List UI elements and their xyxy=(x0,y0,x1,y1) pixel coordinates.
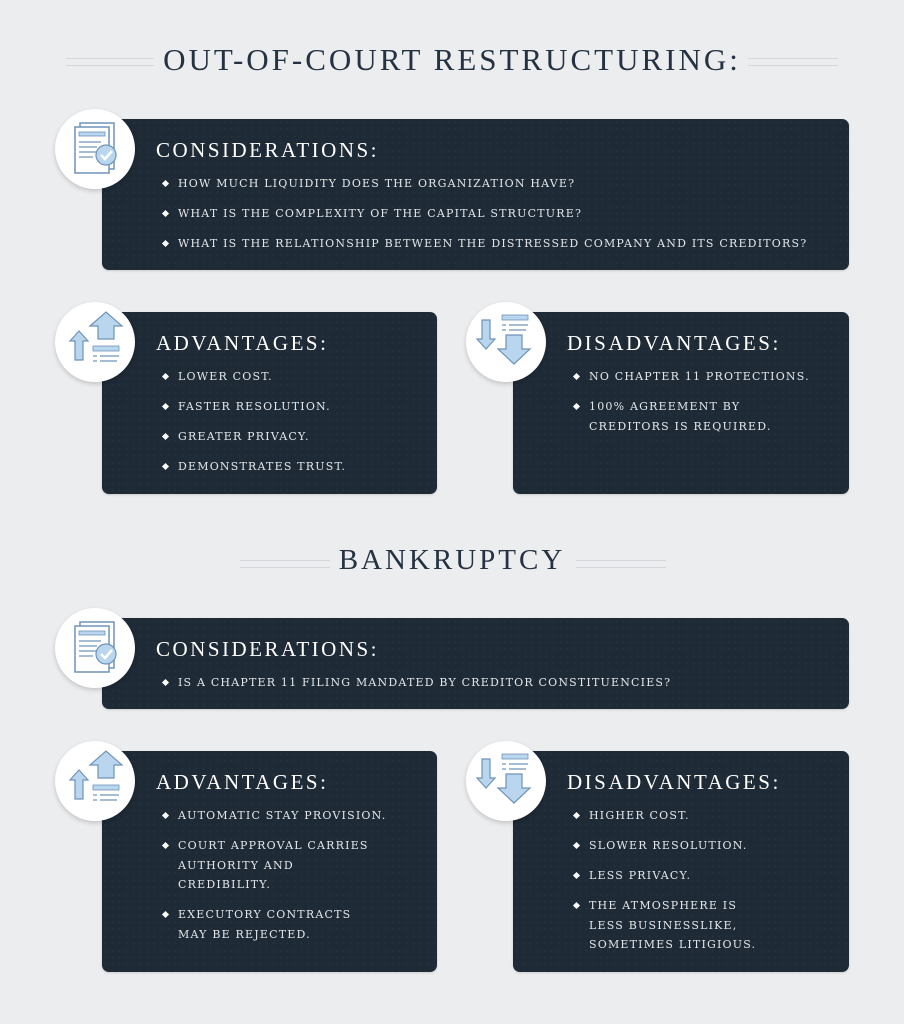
considerations-list xyxy=(161,673,831,693)
advantages-list xyxy=(161,367,426,477)
list-item: LOWER COST. xyxy=(161,367,426,387)
disadvantages-panel xyxy=(513,751,849,972)
list-item: WHAT IS THE RELATIONSHIP BETWEEN THE DISTRESSED COMPANY AND ITS CREDITORS? xyxy=(161,234,831,254)
list-item: DEMONSTRATES TRUST. xyxy=(161,457,426,477)
section-title: BANKRUPTCY xyxy=(338,544,566,576)
list-item: WHAT IS THE COMPLEXITY OF THE CAPITAL STRUCTURE? xyxy=(161,204,831,224)
section-title: OUT-OF-COURT RESTRUCTURING: xyxy=(163,42,741,77)
considerations-heading: CONSIDERATIONS: xyxy=(156,637,380,661)
list-item: EXECUTORY CONTRACTS MAY BE REJECTED. xyxy=(161,905,368,944)
heading-rule-right xyxy=(748,58,838,66)
list-item: LESS PRIVACY. xyxy=(572,866,762,886)
arrows-up-icon xyxy=(55,741,135,821)
list-item: AUTOMATIC STAY PROVISION. xyxy=(161,806,376,826)
list-item: FASTER RESOLUTION. xyxy=(161,397,426,417)
arrows-down-icon xyxy=(466,741,546,821)
considerations-list xyxy=(161,174,831,254)
disadvantages-list xyxy=(572,806,762,955)
disadvantages-panel xyxy=(513,312,849,494)
heading-rule-right xyxy=(576,560,666,568)
considerations-panel xyxy=(102,618,849,709)
considerations-panel xyxy=(102,119,849,270)
disadvantages-heading: DISADVANTAGES: xyxy=(567,331,781,355)
document-check-icon xyxy=(55,109,135,189)
list-item: 100% AGREEMENT BY CREDITORS IS REQUIRED. xyxy=(572,397,772,436)
considerations-heading: CONSIDERATIONS: xyxy=(156,138,380,162)
advantages-heading: ADVANTAGES: xyxy=(156,770,329,794)
list-item: HIGHER COST. xyxy=(572,806,762,826)
list-item: THE ATMOSPHERE IS LESS BUSINESSLIKE, SOMETIMES LITIGIOUS. xyxy=(572,896,759,955)
advantages-panel xyxy=(102,312,437,494)
arrows-up-icon xyxy=(55,302,135,382)
list-item: HOW MUCH LIQUIDITY DOES THE ORGANIZATION HAVE? xyxy=(161,174,831,194)
arrows-down-icon xyxy=(466,302,546,382)
section-heading-bankruptcy xyxy=(0,544,904,577)
disadvantages-list xyxy=(572,367,810,436)
list-item: COURT APPROVAL CARRIES AUTHORITY AND CREDIBILITY. xyxy=(161,836,376,895)
advantages-panel xyxy=(102,751,437,972)
list-item: NO CHAPTER 11 PROTECTIONS. xyxy=(572,367,772,387)
list-item: IS A CHAPTER 11 FILING MANDATED BY CREDITOR CONSTITUENCIES? xyxy=(161,673,831,693)
list-item: SLOWER RESOLUTION. xyxy=(572,836,762,856)
advantages-heading: ADVANTAGES: xyxy=(156,331,329,355)
disadvantages-heading: DISADVANTAGES: xyxy=(567,770,781,794)
list-item: GREATER PRIVACY. xyxy=(161,427,426,447)
advantages-list xyxy=(161,806,387,944)
document-check-icon xyxy=(55,608,135,688)
